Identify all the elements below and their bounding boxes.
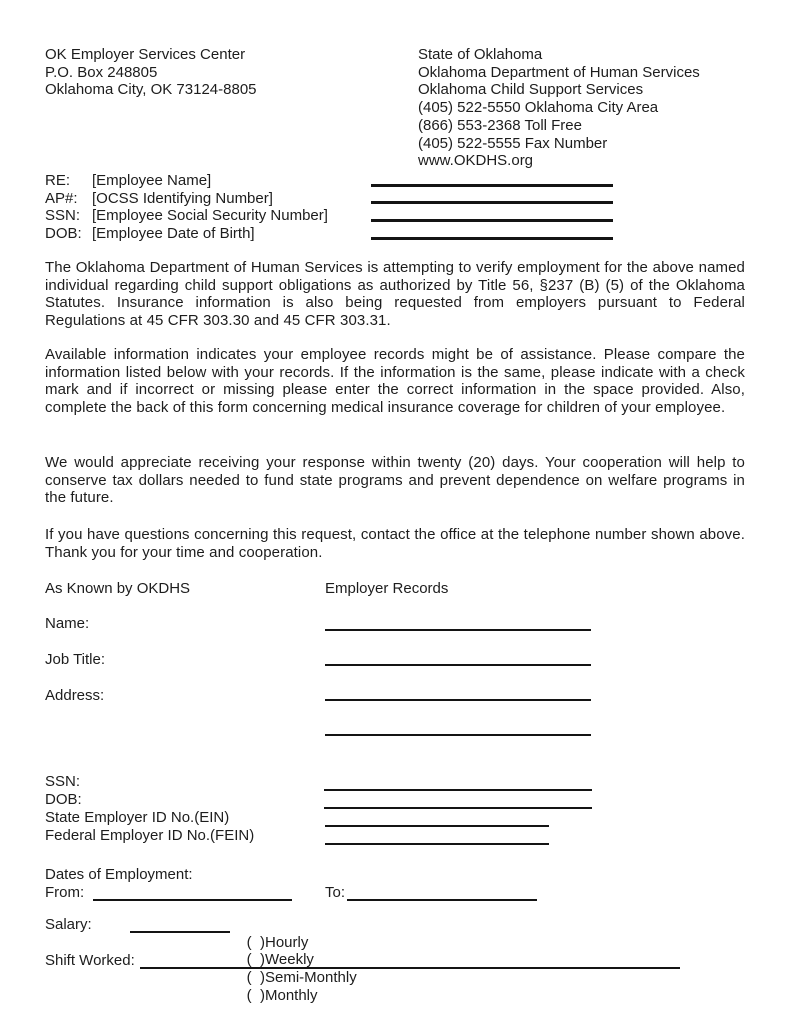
body-paragraph-1: The Oklahoma Department of Human Services is attempting to verify employment for the above named individual regarding child support obligations as authorized by Title 56, §237 (B) (5) of the Oklahoma Statutes. Insurance information is also being requested from employers pursuant to Federal Regulations at 45 CFR 303.30 and 45 CFR 303.31. xyxy=(45,259,745,330)
salary-frequency-options xyxy=(230,916,366,1022)
reference-row xyxy=(45,190,745,208)
reference-row xyxy=(45,172,745,190)
reference-row xyxy=(45,225,745,243)
sender-address-block xyxy=(45,46,257,99)
sender-address-line: OK Employer Services Center xyxy=(45,46,246,63)
re-blank-line[interactable] xyxy=(371,184,613,187)
body-paragraph-2: Available information indicates your employee records might be of assistance. Please compare the information listed below with your records. If the information is the same, please indicate with a check mark and if incorrect or missing please enter the correct information in the space provided. Also, complete the back of this form concerning medical insurance coverage for children of your employee. xyxy=(45,346,745,417)
to-date-blank-line[interactable] xyxy=(347,899,537,901)
sender-address-line: Oklahoma City, OK 73124-8805 xyxy=(45,81,257,99)
agency-contact-block xyxy=(418,46,700,170)
okdhs-column-header: As Known by OKDHS xyxy=(45,580,191,597)
address-blank-line-1[interactable] xyxy=(325,699,591,701)
salary-label: Salary: xyxy=(45,916,92,933)
sender-address-line: P.O. Box 248805 xyxy=(45,63,158,81)
ssn-ref-value: [Employee Social Security Number] xyxy=(92,207,328,225)
weekly-option[interactable]: ( )Weekly xyxy=(246,951,314,969)
state-ein-label: State Employer ID No.(EIN) xyxy=(45,809,230,826)
agency-line: State of Oklahoma xyxy=(418,46,543,63)
agency-phone-line: (866) 553-2368 Toll Free xyxy=(418,116,582,134)
name-blank-line[interactable] xyxy=(325,629,591,631)
dates-of-employment-heading: Dates of Employment: xyxy=(45,866,193,883)
federal-fein-blank-line[interactable] xyxy=(325,843,549,845)
dob-ref-value: [Employee Date of Birth] xyxy=(92,225,255,243)
hourly-option[interactable]: ( )Hourly xyxy=(246,933,309,951)
job-title-label: Job Title: xyxy=(45,651,106,668)
dob-ref-label: DOB: xyxy=(45,225,82,243)
ssn-ref-blank-line[interactable] xyxy=(371,219,613,222)
address-label: Address: xyxy=(45,687,105,704)
body-paragraph-3: We would appreciate receiving your response within twenty (20) days. Your cooperation will help to conserve tax dollars needed to fund state programs and prevent dependence on welfare programs in the future. xyxy=(45,454,745,507)
ssn-blank-line[interactable] xyxy=(324,789,592,791)
re-label: RE: xyxy=(45,172,71,189)
agency-phone-line: (405) 522-5550 Oklahoma City Area xyxy=(418,99,659,117)
reference-block xyxy=(45,172,745,243)
dob-label: DOB: xyxy=(45,791,82,808)
agency-line: Oklahoma Child Support Services xyxy=(418,81,644,99)
agency-line: Oklahoma Department of Human Services xyxy=(418,63,700,81)
state-ein-blank-line[interactable] xyxy=(325,825,549,827)
agency-website: www.OKDHS.org xyxy=(418,152,534,170)
ssn-label: SSN: xyxy=(45,773,81,790)
address-blank-line-2[interactable] xyxy=(325,734,591,736)
employer-records-column-header: Employer Records xyxy=(325,580,449,597)
ssn-ref-label: SSN: xyxy=(45,207,81,225)
ap-label: AP#: xyxy=(45,189,78,207)
dob-ref-blank-line[interactable] xyxy=(371,237,613,240)
monthly-option[interactable]: ( )Monthly xyxy=(246,986,318,1004)
body-paragraph-4: If you have questions concerning this request, contact the office at the telephone number shown above. Thank you for your time and cooperation. xyxy=(45,526,745,561)
ap-value: [OCSS Identifying Number] xyxy=(92,189,273,207)
dob-blank-line[interactable] xyxy=(324,807,592,809)
job-title-blank-line[interactable] xyxy=(325,664,591,666)
from-date-blank-line[interactable] xyxy=(93,899,292,901)
to-label: To: xyxy=(325,884,346,901)
shift-worked-blank-line[interactable] xyxy=(140,967,680,969)
re-value: [Employee Name] xyxy=(92,172,212,189)
federal-fein-label: Federal Employer ID No.(FEIN) xyxy=(45,827,255,844)
reference-row xyxy=(45,207,745,225)
salary-blank-line[interactable] xyxy=(130,931,230,933)
ap-blank-line[interactable] xyxy=(371,201,613,204)
name-label: Name: xyxy=(45,615,90,632)
semi-monthly-option[interactable]: ( )Semi-Monthly xyxy=(246,969,357,987)
shift-worked-label: Shift Worked: xyxy=(45,952,135,969)
agency-fax-line: (405) 522-5555 Fax Number xyxy=(418,134,608,152)
from-label: From: xyxy=(45,884,85,901)
